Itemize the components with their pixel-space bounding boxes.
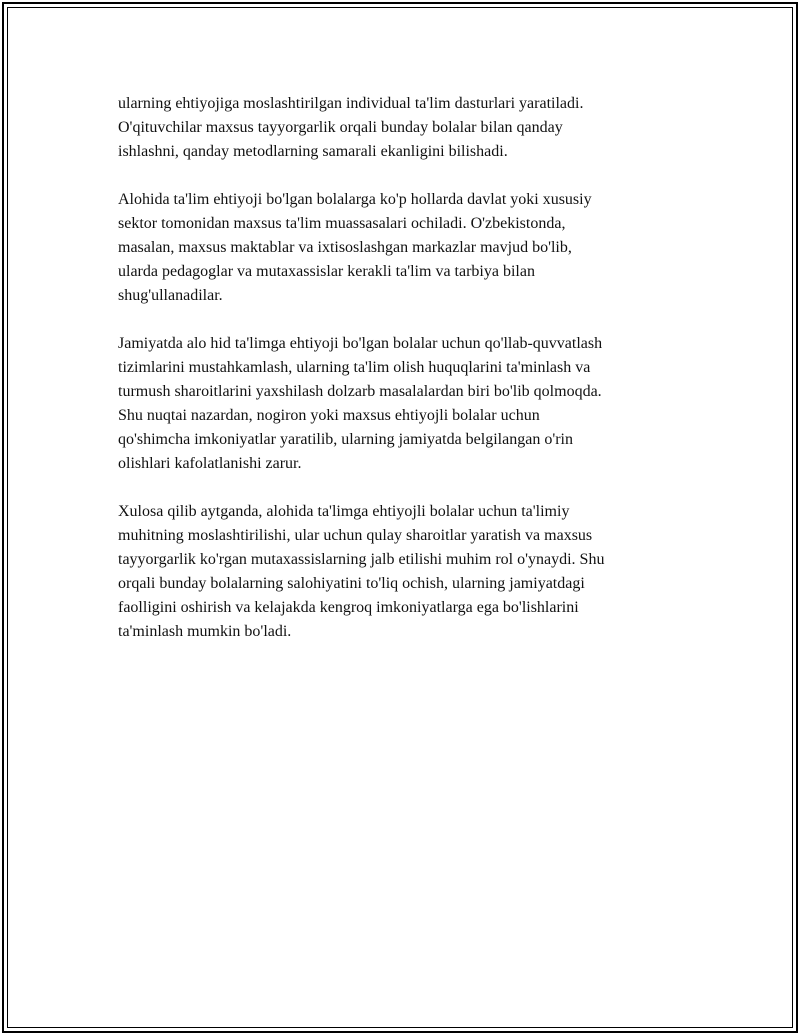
document-body <box>118 92 698 668</box>
paragraph: Jamiyatda alo hid ta'limga ehtiyoji bo'lgan bolalar uchun qo'llab-quvvatlash tizimlarini mustahkamlash, ularning ta'lim olish huquqlarini ta'minlash va turmush sharoitlarini yaxshilash dolzarb masalalardan biri bo'lib qolmoqda. Shu nuqtai nazardan, nogiron yoki maxsus ehtiyojli bolalar uchun qo'shimcha imkoniyatlar yaratilib, ularning jamiyatda belgilangan o'rin olishlari kafolatlanishi zarur. <box>118 335 603 472</box>
paragraph: Alohida ta'lim ehtiyoji bo'lgan bolalarga ko'p hollarda davlat yoki xususiy sektor tomonidan maxsus ta'lim muassasalari ochiladi. O'zbekistonda, masalan, maxsus maktablar va ixtisoslashgan markazlar mavjud bo'lib, ularda pedagoglar va mutaxassislar kerakli ta'lim va tarbiya bilan shug'ullanadilar. <box>118 191 592 304</box>
paragraph: Xulosa qilib aytganda, alohida ta'limga ehtiyojli bolalar uchun ta'limiy muhitning moslashtirilishi, ular uchun qulay sharoitlar yaratish va maxsus tayyorgarlik ko'rgan mutaxassislarning jalb etilishi muhim rol o'ynaydi. Shu orqali bunday bolalarning salohiyatini to'liq ochish, ularning jamiyatdagi faolligini oshirish va kelajakda kengroq imkoniyatlarga ega bo'lishlarini ta'minlash mumkin bo'ladi. <box>118 503 605 640</box>
paragraph: ularning ehtiyojiga moslashtirilgan individual ta'lim dasturlari yaratiladi. O'qituvchilar maxsus tayyorgarlik orqali bunday bolalar bilan qanday ishlashni, qanday metodlarning samarali ekanligini bilishadi. <box>118 95 584 160</box>
